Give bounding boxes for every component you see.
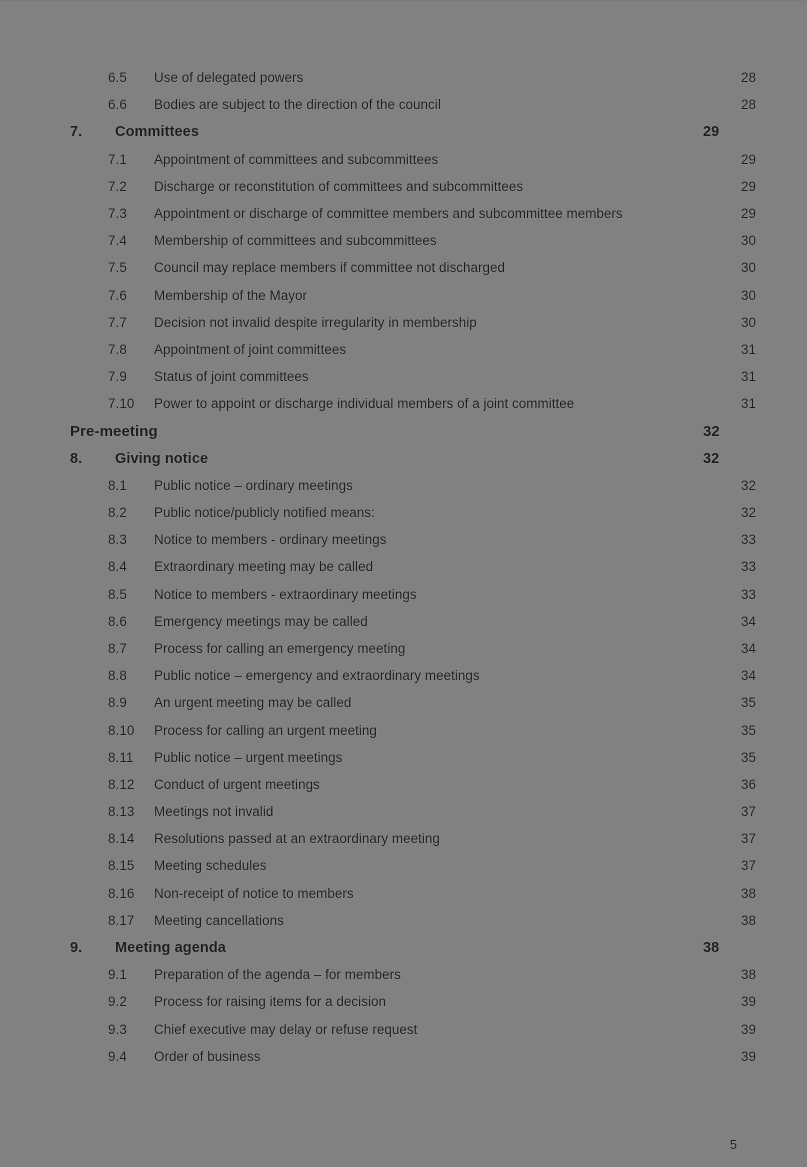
toc-entry[interactable] <box>70 206 775 233</box>
toc-entry[interactable] <box>70 723 775 750</box>
toc-entry-label: Process for calling an emergency meeting <box>154 640 406 656</box>
toc-entry-page-number: 30 <box>741 314 756 330</box>
toc-entry-label: Public notice – emergency and extraordinary meetings <box>154 668 480 684</box>
toc-entry[interactable] <box>70 288 775 315</box>
toc-entry[interactable] <box>70 777 775 804</box>
toc-entry-number: 6.5 <box>108 70 127 85</box>
toc-entry-page-number: 39 <box>741 1048 756 1064</box>
toc-entry-label: Extraordinary meeting may be called <box>154 559 374 575</box>
toc-entry[interactable] <box>70 423 737 450</box>
toc-entry[interactable] <box>70 1022 775 1049</box>
toc-entry-page-number: 28 <box>741 97 756 113</box>
toc-entry-page-number: 34 <box>741 613 756 629</box>
toc-entry-number: 7.6 <box>108 287 127 303</box>
toc-entry-page-number: 31 <box>741 369 756 385</box>
toc-entry-page-number: 33 <box>741 559 756 575</box>
toc-entry[interactable] <box>70 913 775 940</box>
toc-entry[interactable] <box>70 804 775 831</box>
toc-entry[interactable] <box>70 478 775 505</box>
toc-entry-label: Membership of the Mayor <box>154 287 307 303</box>
toc-entry-number: 8.16 <box>108 885 135 901</box>
toc-entry-page-number: 29 <box>741 178 756 194</box>
toc-entry[interactable] <box>70 369 775 396</box>
toc-entry-page-number: 38 <box>741 885 756 901</box>
toc-entry[interactable] <box>70 750 775 777</box>
toc-entry-page-number: 28 <box>741 70 756 85</box>
toc-entry-page-number: 37 <box>741 804 756 820</box>
toc-entry-number: 7. <box>70 124 83 141</box>
toc-entry[interactable] <box>70 1049 775 1076</box>
toc-entry-number: 7.5 <box>108 260 127 276</box>
toc-entry-number: 8.12 <box>108 776 135 792</box>
toc-entry-number: 7.3 <box>108 205 127 221</box>
toc-entry-label: Use of delegated powers <box>154 70 304 85</box>
toc-entry-label: Appointment or discharge of committee members and subcommittee members <box>154 205 623 221</box>
toc-entry[interactable] <box>70 940 737 967</box>
toc-entry-number: 8.2 <box>108 505 127 520</box>
toc-entry-number: 7.2 <box>108 178 127 194</box>
toc-entry-page-number: 38 <box>741 912 756 928</box>
toc-entry[interactable] <box>70 858 775 885</box>
toc-entry-page-number: 34 <box>741 640 756 656</box>
toc-entry-label: Notice to members - extraordinary meetings <box>154 586 417 602</box>
toc-entry-label: Meeting cancellations <box>154 912 284 928</box>
page-folio-number: 5 <box>729 1137 737 1152</box>
toc-entry[interactable] <box>70 152 775 179</box>
toc-entry-page-number: 38 <box>703 940 720 956</box>
toc-entry[interactable] <box>70 532 775 559</box>
toc-entry-label: Preparation of the agenda – for members <box>154 967 401 983</box>
toc-entry-page-number: 30 <box>741 287 756 303</box>
toc-entry-number: 7.10 <box>108 396 135 412</box>
toc-entry[interactable] <box>70 641 775 668</box>
toc-entry-number: 7.4 <box>108 233 127 249</box>
toc-entry-label: Meeting agenda <box>115 940 226 956</box>
toc-entry-page-number: 32 <box>703 423 720 441</box>
toc-entry-number: 8.8 <box>108 668 127 684</box>
toc-entry[interactable] <box>70 124 737 151</box>
toc-entry-number: 9.2 <box>108 994 127 1010</box>
toc-entry-number: 8.10 <box>108 722 135 738</box>
toc-entry-page-number: 29 <box>703 124 720 141</box>
toc-entry-number: 8.3 <box>108 532 127 548</box>
toc-entry[interactable] <box>70 695 775 722</box>
toc-entry-label: Non-receipt of notice to members <box>154 885 354 901</box>
toc-entry-number: 8.14 <box>108 831 135 847</box>
toc-entry-page-number: 38 <box>741 967 756 983</box>
toc-entry-number: 7.8 <box>108 341 127 357</box>
toc-entry[interactable] <box>70 451 737 478</box>
toc-entry[interactable] <box>70 886 775 913</box>
toc-entry-number: 8.13 <box>108 804 135 820</box>
toc-entry-page-number: 32 <box>741 477 756 493</box>
toc-entry-number: 8.17 <box>108 912 135 928</box>
table-of-contents <box>70 70 756 1076</box>
toc-entry-page-number: 35 <box>741 695 756 711</box>
toc-entry-label: Meeting schedules <box>154 858 267 874</box>
toc-entry-page-number: 32 <box>703 450 720 467</box>
toc-entry-number: 8.7 <box>108 640 127 656</box>
toc-entry-page-number: 31 <box>741 396 756 412</box>
toc-entry-number: 9.3 <box>108 1021 127 1037</box>
toc-entry-page-number: 34 <box>741 668 756 684</box>
toc-entry-page-number: 33 <box>741 586 756 602</box>
toc-entry-label: Council may replace members if committee not discharged <box>154 260 506 276</box>
toc-entry-label: Membership of committees and subcommittees <box>154 233 437 249</box>
toc-entry-label: An urgent meeting may be called <box>154 695 352 711</box>
toc-entry-number: 7.7 <box>108 314 127 330</box>
toc-entry-label: Process for calling an urgent meeting <box>154 722 377 738</box>
toc-entry-label: Chief executive may delay or refuse request <box>154 1021 418 1037</box>
toc-entry-label: Notice to members - ordinary meetings <box>154 532 387 548</box>
toc-entry-label: Status of joint committees <box>154 369 309 385</box>
toc-entry-page-number: 36 <box>741 776 756 792</box>
toc-entry-number: 8.15 <box>108 858 135 874</box>
toc-entry[interactable] <box>70 233 775 260</box>
toc-entry-page-number: 37 <box>741 831 756 847</box>
toc-entry-label: Appointment of committees and subcommittees <box>154 151 439 167</box>
toc-entry-label: Conduct of urgent meetings <box>154 776 320 792</box>
toc-entry-number: 9.1 <box>108 967 127 983</box>
toc-entry-number: 8.1 <box>108 477 127 493</box>
toc-entry[interactable] <box>70 668 775 695</box>
toc-entry[interactable] <box>70 994 775 1021</box>
toc-entry-label: Meetings not invalid <box>154 804 274 820</box>
toc-entry-page-number: 33 <box>741 532 756 548</box>
toc-entry-number: 7.1 <box>108 151 127 167</box>
toc-entry-label: Bodies are subject to the direction of the council <box>154 97 441 113</box>
toc-entry-label: Pre-meeting <box>70 423 158 441</box>
toc-entry-page-number: 39 <box>741 994 756 1010</box>
toc-entry-number: 9. <box>70 940 83 956</box>
toc-entry-label: Appointment of joint committees <box>154 341 347 357</box>
toc-entry-label: Committees <box>115 124 199 141</box>
toc-entry-number: 8.4 <box>108 559 127 575</box>
toc-entry-label: Order of business <box>154 1048 261 1064</box>
toc-entry-number: 8. <box>70 450 83 467</box>
toc-entry[interactable] <box>70 967 775 994</box>
toc-entry[interactable] <box>70 179 775 206</box>
toc-entry[interactable] <box>70 559 775 586</box>
toc-entry-page-number: 39 <box>741 1021 756 1037</box>
toc-entry[interactable] <box>70 396 775 423</box>
toc-entry[interactable] <box>70 70 775 97</box>
toc-entry[interactable] <box>70 260 775 287</box>
toc-entry-page-number: 29 <box>741 151 756 167</box>
toc-entry-page-number: 32 <box>741 505 756 520</box>
toc-entry-number: 8.6 <box>108 613 127 629</box>
toc-entry[interactable] <box>70 831 775 858</box>
toc-entry-page-number: 30 <box>741 233 756 249</box>
toc-entry-page-number: 35 <box>741 722 756 738</box>
toc-entry[interactable] <box>70 587 775 614</box>
toc-entry[interactable] <box>70 505 775 532</box>
toc-entry[interactable] <box>70 614 775 641</box>
toc-entry-label: Giving notice <box>115 450 209 467</box>
toc-entry[interactable] <box>70 315 775 342</box>
toc-entry-label: Public notice/publicly notified means: <box>154 505 375 520</box>
toc-entry-page-number: 29 <box>741 205 756 221</box>
toc-entry-label: Resolutions passed at an extraordinary meeting <box>154 831 440 847</box>
toc-entry-page-number: 31 <box>741 341 756 357</box>
toc-entry-number: 6.6 <box>108 97 127 113</box>
toc-entry-number: 9.4 <box>108 1048 127 1064</box>
toc-entry-page-number: 35 <box>741 749 756 765</box>
toc-entry-label: Discharge or reconstitution of committees and subcommittees <box>154 178 524 194</box>
toc-entry-label: Public notice – urgent meetings <box>154 749 343 765</box>
toc-entry-page-number: 37 <box>741 858 756 874</box>
toc-entry[interactable] <box>70 342 775 369</box>
toc-entry-label: Emergency meetings may be called <box>154 613 368 629</box>
toc-entry-number: 8.11 <box>108 749 134 765</box>
toc-entry-label: Process for raising items for a decision <box>154 994 386 1010</box>
toc-entry-label: Power to appoint or discharge individual members of a joint committee <box>154 396 575 412</box>
toc-entry-number: 7.9 <box>108 369 127 385</box>
toc-entry-label: Public notice – ordinary meetings <box>154 477 353 493</box>
toc-entry-page-number: 30 <box>741 260 756 276</box>
toc-entry-number: 8.9 <box>108 695 127 711</box>
toc-entry[interactable] <box>70 97 775 124</box>
toc-entry-label: Decision not invalid despite irregularity in membership <box>154 314 477 330</box>
toc-entry-number: 8.5 <box>108 586 127 602</box>
